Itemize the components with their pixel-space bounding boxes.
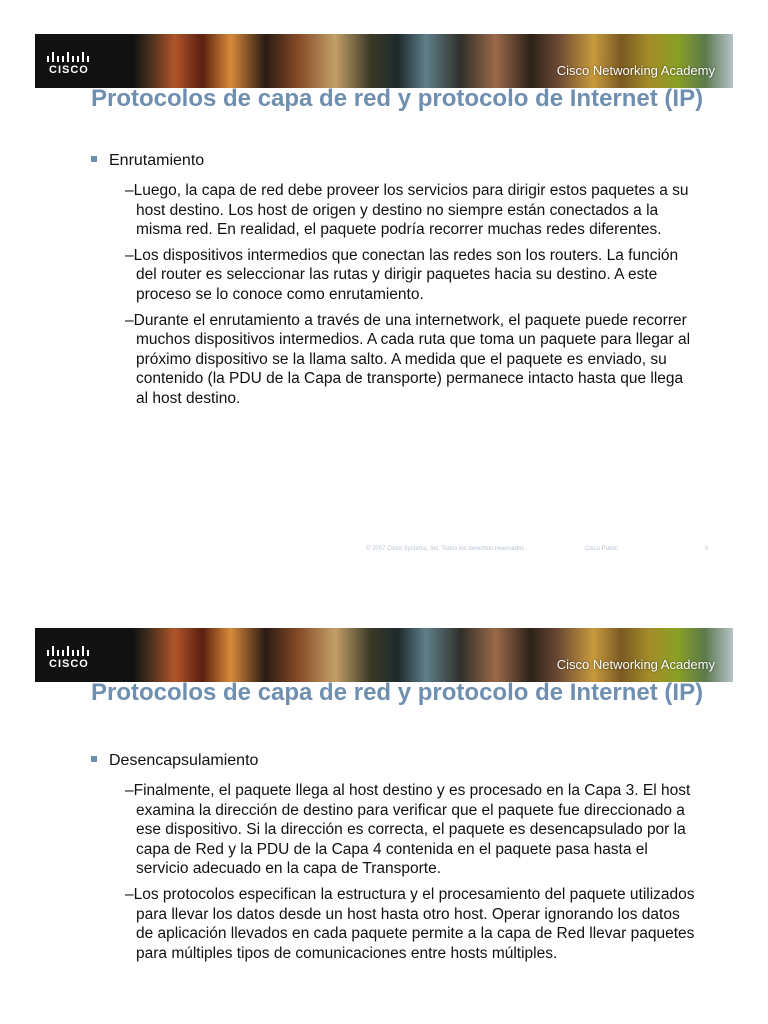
sub-bullet-list <box>125 781 695 969</box>
sub-bullet-list <box>125 181 695 415</box>
bullet-label: Desencapsulamiento <box>109 752 259 769</box>
slide-title: Protocolos de capa de red y protocolo de Internet (IP) <box>91 85 704 112</box>
footer-page-number: 5 <box>705 546 709 552</box>
banner <box>35 34 733 88</box>
sub-bullet-item: –Finalmente, el paquete llega al host destino y es procesado en la Capa 3. El host examina la dirección de destino para verificar que el paquete fue direccionado a ese dispositivo. Si la dirección es correcta, el paquete es desencapsulado por la capa de Red y la PDU de la Capa 4 contenida en el paquete pasa hasta el servicio adecuado en la capa de Transporte. <box>125 782 691 878</box>
footer-copyright: © 2007 Cisco Systems, Inc. Todos los derechos reservados. <box>366 546 527 552</box>
academy-label: Cisco Networking Academy <box>556 63 715 78</box>
bullet-item <box>91 151 204 171</box>
academy-label: Cisco Networking Academy <box>556 657 715 672</box>
square-bullet-icon <box>91 156 97 162</box>
slide-title: Protocolos de capa de red y protocolo de Internet (IP) <box>91 679 704 706</box>
banner <box>35 628 733 682</box>
sub-bullet-item: –Luego, la capa de red debe proveer los servicios para dirigir estos paquetes a su host destino. Los host de origen y destino no siempre están conectados a la misma red. En realidad, el paquete podría recorrer muchas redes diferentes. <box>125 182 689 239</box>
sub-bullet-item: –Los dispositivos intermedios que conectan las redes son los routers. La función del router es seleccionar las rutas y dirigir paquetes hacia su destino. A este proceso se lo conoce como enrutamiento. <box>125 246 679 303</box>
bullet-item <box>91 751 258 771</box>
cisco-logo-text: CISCO <box>49 658 89 670</box>
sub-bullet-item: –Los protocolos especifican la estructura y el procesamiento del paquete utilizados para llevar los datos desde un host hasta otro host. Operar ignorando los datos de aplicación llevados en cada paquete permite a la capa de Red llevar paquetes para múltiples tipos de comunicaciones entre hosts múltiples. <box>125 885 695 962</box>
cisco-logo-text: CISCO <box>49 64 89 76</box>
footer-classification: Cisco Public <box>585 546 619 552</box>
slide-2 <box>0 594 768 1024</box>
bullet-label: Enrutamiento <box>109 152 205 169</box>
sub-bullet-item: –Durante el enrutamiento a través de una internetwork, el paquete puede recorrer muchos dispositivos intermedios. A cada ruta que toma un paquete para llegar al próximo dispositivo se la llama salto. A medida que el paquete es enviado, su contenido (la PDU de la Capa de transporte) permanece intacto hasta que llega al host destino. <box>125 311 691 407</box>
square-bullet-icon <box>91 756 97 762</box>
